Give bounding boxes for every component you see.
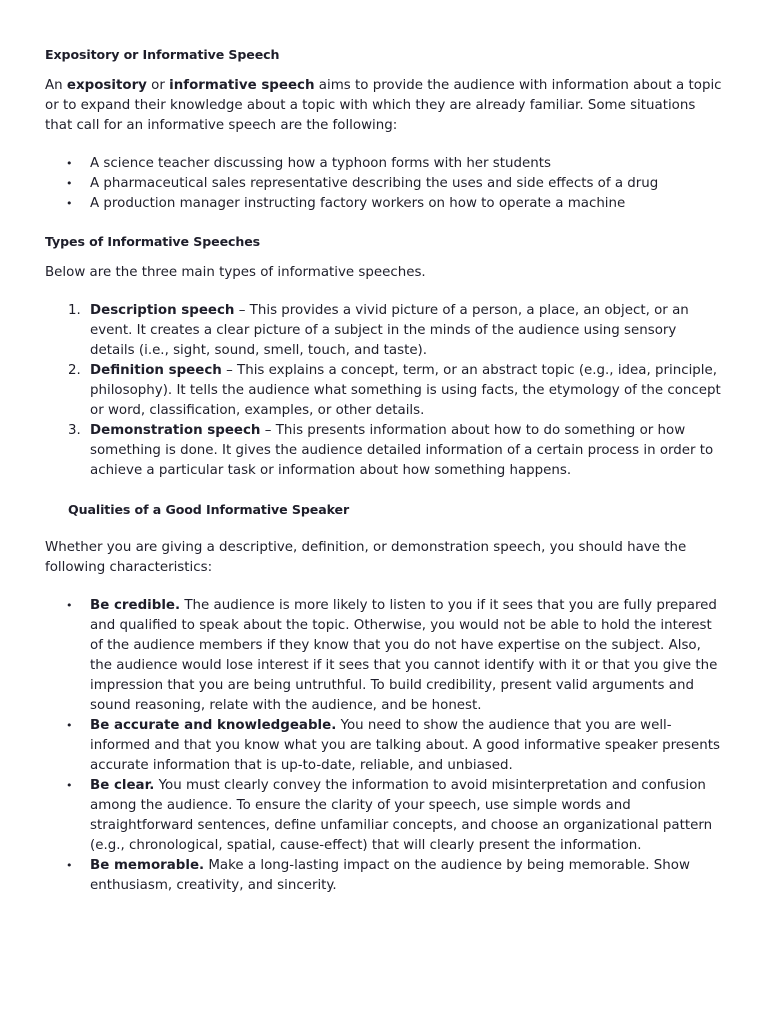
section-heading-types: Types of Informative Speeches (45, 234, 261, 249)
list-number: 3. (68, 423, 81, 438)
list-item: 3. Demonstration speech – This presents information about how to do something or how something is done. It gives the audience detailed information of a certain process in order to achieve a particular task or information about how something happens. (68, 423, 714, 478)
term-demonstration-speech: Demonstration speech (90, 423, 261, 438)
term-description-speech: Description speech (90, 303, 235, 318)
section-heading-expository: Expository or Informative Speech (45, 47, 280, 62)
types-intro-paragraph: Below are the three main types of informative speeches. (45, 265, 426, 280)
list-item: • A pharmaceutical sales representative describing the uses and side effects of a drug (45, 174, 725, 194)
qualities-intro-paragraph: Whether you are giving a descriptive, definition, or demonstration speech, you should have the following characteristics: (45, 540, 687, 575)
term-be-clear: Be clear. (90, 778, 155, 793)
speech-types-list (45, 301, 725, 481)
list-item: • Be credible. The audience is more likely to listen to you if it sees that you are fully prepared and qualified to speak about the topic. Otherwise, you would not be able to hold the interest of the audience members if they know that you do not have expertise on the subject. Also, the audience would lose interest if it sees that you cannot identify with it or that you give the impression that you are being untruthful. To build credibility, present valid arguments and sound reasoning, relate with the audience, and be honest. (66, 598, 718, 713)
list-number: 2. (68, 363, 81, 378)
bullet-icon: • (66, 177, 73, 190)
list-item: 1. Description speech – This provides a vivid picture of a person, a place, an object, or an event. It creates a clear picture of a subject in the minds of the audience using sensory details (i.e., sight, sound, smell, touch, and taste). (68, 303, 689, 358)
term-expository: expository (66, 78, 147, 93)
list-item: • A production manager instructing factory workers on how to operate a machine (45, 194, 725, 214)
bullet-icon: • (66, 599, 73, 612)
bullet-icon: • (66, 859, 73, 872)
term-definition-speech: Definition speech (90, 363, 222, 378)
list-item: • Be clear. You must clearly convey the information to avoid misinterpretation and confusion among the audience. To ensure the clarity of your speech, use simple words and straightforward sentences, define unfamiliar concepts, and choose an organizational pattern (e.g., chronological, spatial, cause-effect) that will clearly present the information. (66, 778, 713, 853)
term-be-memorable: Be memorable. (90, 858, 205, 873)
example-situations-list (45, 154, 725, 214)
list-item: • A science teacher discussing how a typhoon forms with her students (45, 154, 725, 174)
term-be-credible: Be credible. (90, 598, 181, 613)
qualities-list (45, 596, 725, 896)
list-item: • Be accurate and knowledgeable. You need to show the audience that you are well-informed and that you know what you are talking about. A good informative speaker presents accurate information that is up-to-date, reliable, and unbiased. (66, 718, 720, 773)
list-number: 1. (68, 303, 81, 318)
expository-intro-paragraph: An expository or informative speech aims to provide the audience with information about a topic or to expand their knowledge about a topic with which they are already familiar. Some situations that call for an informative speech are the following: (45, 78, 722, 133)
bullet-icon: • (66, 157, 73, 170)
term-informative-speech: informative speech (169, 78, 315, 93)
term-be-accurate: Be accurate and knowledgeable. (90, 718, 337, 733)
bullet-icon: • (66, 719, 73, 732)
bullet-icon: • (66, 779, 73, 792)
list-item: 2. Definition speech – This explains a concept, term, or an abstract topic (e.g., idea, principle, philosophy). It tells the audience what something is using facts, the etymology of the concept or word, classification, examples, or other details. (68, 363, 721, 418)
document-page (45, 45, 725, 914)
bullet-icon: • (66, 197, 73, 210)
section-heading-qualities: Qualities of a Good Informative Speaker (68, 502, 350, 517)
list-item: • Be memorable. Make a long-lasting impact on the audience by being memorable. Show enthusiasm, creativity, and sincerity. (66, 858, 690, 893)
